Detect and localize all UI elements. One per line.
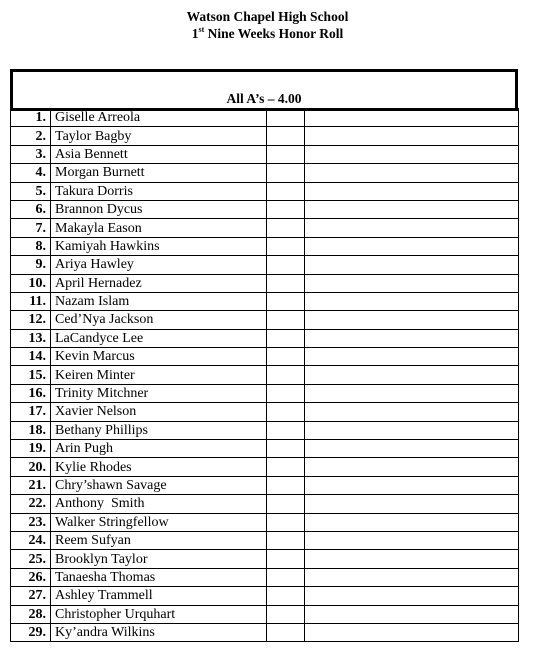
subtitle-ordinal-suffix: st	[198, 24, 205, 34]
honor-roll-table	[10, 108, 519, 642]
table-row	[11, 200, 519, 218]
table-row	[11, 550, 519, 568]
table-row	[11, 421, 519, 439]
empty-cell	[305, 421, 519, 439]
student-name: Nazam Islam	[51, 292, 267, 310]
empty-cell	[267, 421, 305, 439]
table-row	[11, 274, 519, 292]
row-number: 1.	[11, 109, 51, 127]
student-name: Anthony Smith	[51, 495, 267, 513]
student-name: April Hernadez	[51, 274, 267, 292]
empty-cell	[267, 384, 305, 402]
empty-cell	[267, 495, 305, 513]
empty-cell	[267, 292, 305, 310]
row-number: 20.	[11, 458, 51, 476]
table-row	[11, 458, 519, 476]
row-number: 3.	[11, 145, 51, 163]
empty-cell	[267, 513, 305, 531]
table-row	[11, 145, 519, 163]
table-row	[11, 403, 519, 421]
table-row	[11, 237, 519, 255]
student-name: Brooklyn Taylor	[51, 550, 267, 568]
honor-roll-body	[11, 109, 519, 642]
student-name: Tanaesha Thomas	[51, 568, 267, 586]
table-row	[11, 605, 519, 623]
empty-cell	[267, 623, 305, 641]
table-row	[11, 292, 519, 310]
empty-cell	[305, 219, 519, 237]
document-title: Watson Chapel High School	[186, 9, 349, 24]
table-row	[11, 476, 519, 494]
table-row	[11, 109, 519, 127]
empty-cell	[267, 164, 305, 182]
row-number: 2.	[11, 127, 51, 145]
empty-cell	[267, 403, 305, 421]
student-name: Makayla Eason	[51, 219, 267, 237]
empty-cell	[267, 274, 305, 292]
empty-cell	[267, 182, 305, 200]
table-row	[11, 127, 519, 145]
document-subtitle	[0, 25, 535, 42]
student-name: Arin Pugh	[51, 440, 267, 458]
table-row	[11, 513, 519, 531]
row-number: 24.	[11, 531, 51, 549]
subtitle-text: Nine Weeks Honor Roll	[204, 26, 344, 41]
student-name: Trinity Mitchner	[51, 384, 267, 402]
table-row	[11, 568, 519, 586]
table-row	[11, 587, 519, 605]
empty-cell	[267, 237, 305, 255]
section-header: All A’s – 4.00	[226, 91, 302, 106]
empty-cell	[305, 587, 519, 605]
empty-cell	[267, 145, 305, 163]
empty-cell	[305, 237, 519, 255]
empty-cell	[305, 292, 519, 310]
empty-cell	[305, 200, 519, 218]
empty-cell	[305, 403, 519, 421]
student-name: Takura Dorris	[51, 182, 267, 200]
row-number: 8.	[11, 237, 51, 255]
row-number: 4.	[11, 164, 51, 182]
row-number: 17.	[11, 403, 51, 421]
empty-cell	[305, 348, 519, 366]
row-number: 6.	[11, 200, 51, 218]
table-row	[11, 366, 519, 384]
empty-cell	[305, 476, 519, 494]
student-name: Kylie Rhodes	[51, 458, 267, 476]
table-row	[11, 623, 519, 641]
empty-cell	[305, 164, 519, 182]
row-number: 14.	[11, 348, 51, 366]
empty-cell	[305, 605, 519, 623]
student-name: Morgan Burnett	[51, 164, 267, 182]
student-name: Christopher Urquhart	[51, 605, 267, 623]
empty-cell	[305, 311, 519, 329]
empty-cell	[305, 495, 519, 513]
table-row	[11, 311, 519, 329]
student-name: Kevin Marcus	[51, 348, 267, 366]
table-row	[11, 495, 519, 513]
empty-cell	[305, 513, 519, 531]
student-name: Kamiyah Hawkins	[51, 237, 267, 255]
empty-cell	[267, 366, 305, 384]
empty-cell	[305, 366, 519, 384]
empty-cell	[305, 531, 519, 549]
empty-cell	[267, 550, 305, 568]
empty-cell	[267, 219, 305, 237]
table-row	[11, 219, 519, 237]
row-number: 18.	[11, 421, 51, 439]
student-name: Giselle Arreola	[51, 109, 267, 127]
table-row	[11, 384, 519, 402]
row-number: 21.	[11, 476, 51, 494]
empty-cell	[305, 440, 519, 458]
table-row	[11, 164, 519, 182]
empty-cell	[305, 550, 519, 568]
empty-cell	[305, 384, 519, 402]
row-number: 13.	[11, 329, 51, 347]
student-name: Walker Stringfellow	[51, 513, 267, 531]
student-name: Taylor Bagby	[51, 127, 267, 145]
table-row	[11, 440, 519, 458]
empty-cell	[267, 587, 305, 605]
row-number: 27.	[11, 587, 51, 605]
empty-cell	[305, 182, 519, 200]
student-name: Keiren Minter	[51, 366, 267, 384]
row-number: 23.	[11, 513, 51, 531]
empty-cell	[305, 274, 519, 292]
empty-cell	[267, 311, 305, 329]
empty-cell	[267, 440, 305, 458]
student-name: Ashley Trammell	[51, 587, 267, 605]
row-number: 25.	[11, 550, 51, 568]
empty-cell	[305, 568, 519, 586]
row-number: 16.	[11, 384, 51, 402]
empty-cell	[267, 127, 305, 145]
empty-cell	[267, 605, 305, 623]
row-number: 5.	[11, 182, 51, 200]
empty-cell	[305, 145, 519, 163]
student-name: Chry’shawn Savage	[51, 476, 267, 494]
table-row	[11, 531, 519, 549]
student-name: Asia Bennett	[51, 145, 267, 163]
row-number: 11.	[11, 292, 51, 310]
row-number: 26.	[11, 568, 51, 586]
row-number: 10.	[11, 274, 51, 292]
empty-cell	[305, 458, 519, 476]
student-name: Bethany Phillips	[51, 421, 267, 439]
empty-cell	[267, 458, 305, 476]
student-name: Brannon Dycus	[51, 200, 267, 218]
row-number: 22.	[11, 495, 51, 513]
empty-cell	[305, 256, 519, 274]
student-name: Ced’Nya Jackson	[51, 311, 267, 329]
empty-cell	[305, 109, 519, 127]
row-number: 9.	[11, 256, 51, 274]
table-row	[11, 256, 519, 274]
empty-cell	[267, 476, 305, 494]
table-row	[11, 348, 519, 366]
table-row	[11, 182, 519, 200]
student-name: Ky’andra Wilkins	[51, 623, 267, 641]
empty-cell	[305, 329, 519, 347]
empty-cell	[267, 256, 305, 274]
row-number: 29.	[11, 623, 51, 641]
empty-cell	[305, 623, 519, 641]
table-row	[11, 329, 519, 347]
row-number: 15.	[11, 366, 51, 384]
empty-cell	[267, 531, 305, 549]
empty-cell	[267, 200, 305, 218]
empty-cell	[267, 329, 305, 347]
row-number: 28.	[11, 605, 51, 623]
row-number: 19.	[11, 440, 51, 458]
row-number: 12.	[11, 311, 51, 329]
student-name: Xavier Nelson	[51, 403, 267, 421]
row-number: 7.	[11, 219, 51, 237]
student-name: Ariya Hawley	[51, 256, 267, 274]
empty-cell	[305, 127, 519, 145]
student-name: Reem Sufyan	[51, 531, 267, 549]
empty-cell	[267, 568, 305, 586]
empty-cell	[267, 348, 305, 366]
subtitle-ordinal: 1	[191, 26, 199, 41]
section-header-box	[10, 69, 518, 111]
empty-cell	[267, 109, 305, 127]
student-name: LaCandyce Lee	[51, 329, 267, 347]
